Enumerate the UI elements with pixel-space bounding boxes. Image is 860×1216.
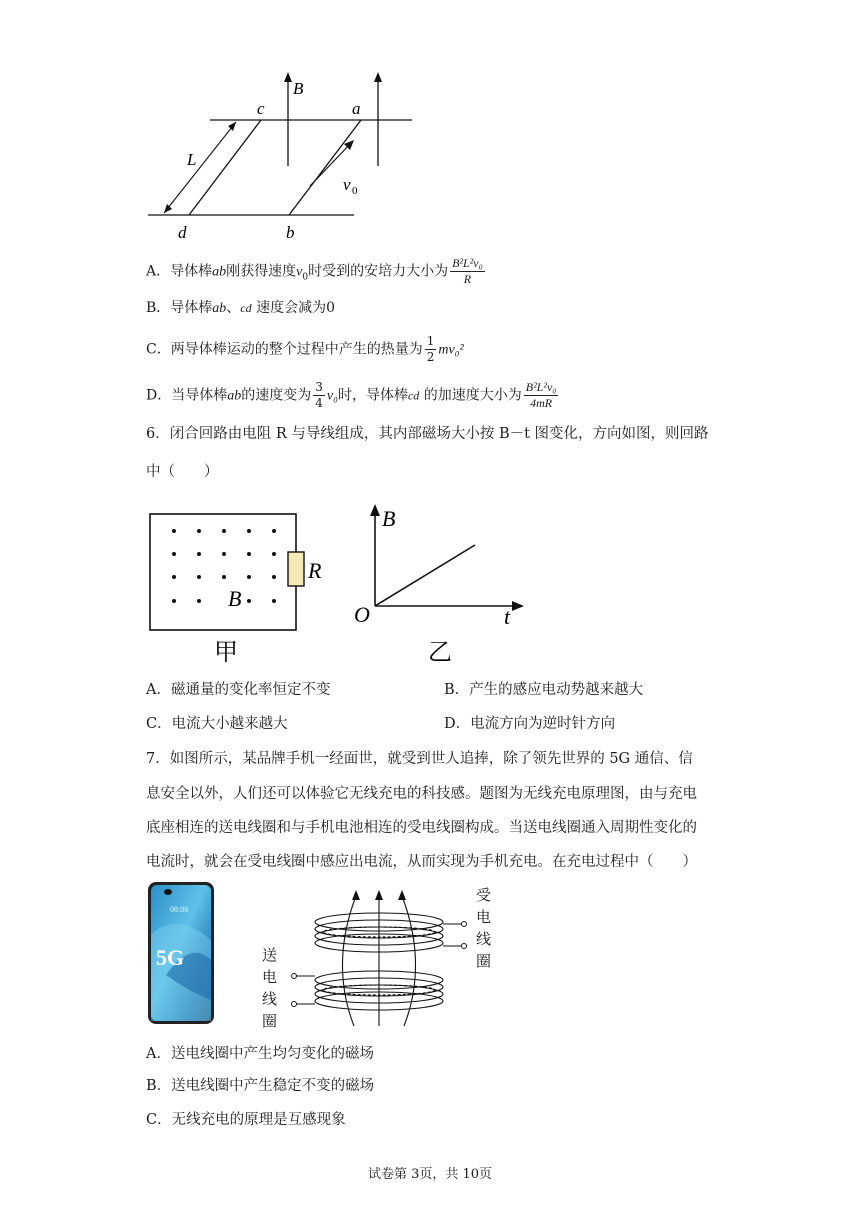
- q5-option-b: B．导体棒ab、cd 速度会减为0: [146, 300, 335, 316]
- q5-option-a: A．导体棒ab刚获得速度$v_0$时受到的安培力大小为 $\frac{\text{B²L²v₀}}{R}$: [146, 256, 483, 286]
- badge-5g: 5G: [156, 945, 185, 970]
- label-receive-coil: 受电线圈: [476, 886, 492, 970]
- fraction: $\frac{3}{4}$: [315, 380, 323, 410]
- q5-option-c: C．两导体棒运动的整个过程中产生的热量为 $\frac{1}{2}$ mv₀²: [146, 334, 464, 364]
- label-v-sub: 0: [352, 185, 358, 197]
- caption-jia: 甲: [214, 640, 238, 666]
- q5-option-d: D．当导体棒ab的速度变为 $\frac{3}{4}$ v₀时，导体棒cd 的加速度大小为 $\frac{\text{B²L²v₀}}{4mR}$: [146, 380, 557, 410]
- label-B: B: [228, 586, 242, 611]
- q7-stem-line-1: 7．如图所示，某品牌手机一经面世，就受到世人追捧，除了领先世界的 5G 通信、信: [146, 751, 693, 767]
- q7-stem-line-2: 息安全以外，人们还可以体验它无线充电的科技感。题图为无线充电原理图，由与充电: [146, 786, 697, 802]
- resistor: [288, 552, 304, 586]
- q7-option-c: C．无线充电的原理是互感现象: [146, 1112, 346, 1128]
- fraction: $\frac{1}{2}$: [426, 334, 435, 364]
- camera-icon: [164, 889, 172, 895]
- circuit-figure-jia: [146, 506, 336, 668]
- q6-option-a: A．磁通量的变化率恒定不变: [146, 682, 331, 698]
- wireless-coils-diagram: [258, 884, 508, 1034]
- rod-ab: [289, 120, 361, 215]
- q6-option-c: C．电流大小越来越大: [146, 716, 288, 732]
- caption-yi: 乙: [428, 640, 452, 666]
- page-footer: 试卷第 3页，共 10页: [367, 1167, 493, 1182]
- q7-stem-line-4: 电流时，就会在受电线圈中感应出电流，从而实现为手机充电。在充电过程中（ ）: [146, 854, 697, 870]
- phone-image: [146, 880, 216, 1026]
- label-L: L: [187, 150, 197, 169]
- rails-diagram: [140, 66, 430, 246]
- label-send-coil: 送电线圈: [262, 946, 278, 1030]
- label-B-axis: B: [382, 506, 396, 531]
- b-t-line: [375, 545, 475, 606]
- label-t: t: [504, 604, 511, 629]
- label-c: c: [257, 99, 265, 118]
- field-dots: [172, 529, 276, 603]
- q7-option-a: A．送电线圈中产生均匀变化的磁场: [146, 1046, 374, 1062]
- label-a: a: [352, 99, 361, 118]
- label-R: R: [308, 558, 322, 583]
- fraction: $\frac{\text{B²L²v₀}}{4mR}$: [525, 380, 557, 410]
- b-t-graph-yi: [348, 498, 538, 668]
- fraction: $\frac{\text{B²L²v₀}}{R}$: [452, 256, 483, 286]
- label-v: v: [343, 175, 351, 194]
- q7-option-b: B．送电线圈中产生稳定不变的磁场: [146, 1078, 375, 1094]
- label-b: b: [286, 223, 295, 242]
- q6-stem-line-1: 6．闭合回路由电阻 R 与导线组成，其内部磁场大小按 B－t 图变化，方向如图，则回路: [146, 426, 709, 442]
- label-O: O: [354, 602, 370, 627]
- q6-option-d: D．电流方向为逆时针方向: [444, 716, 616, 732]
- q7-stem-line-3: 底座相连的送电线圈和与手机电池相连的受电线圈构成。当送电线圈通入周期性变化的: [146, 820, 697, 836]
- q6-option-b: B．产生的感应电动势越来越大: [444, 682, 644, 698]
- label-d: d: [178, 223, 187, 242]
- field-lines: [342, 896, 415, 1026]
- label-B: B: [293, 79, 304, 98]
- q6-stem-line-2: 中（ ）: [146, 464, 219, 480]
- phone-time: 08:08: [170, 905, 189, 914]
